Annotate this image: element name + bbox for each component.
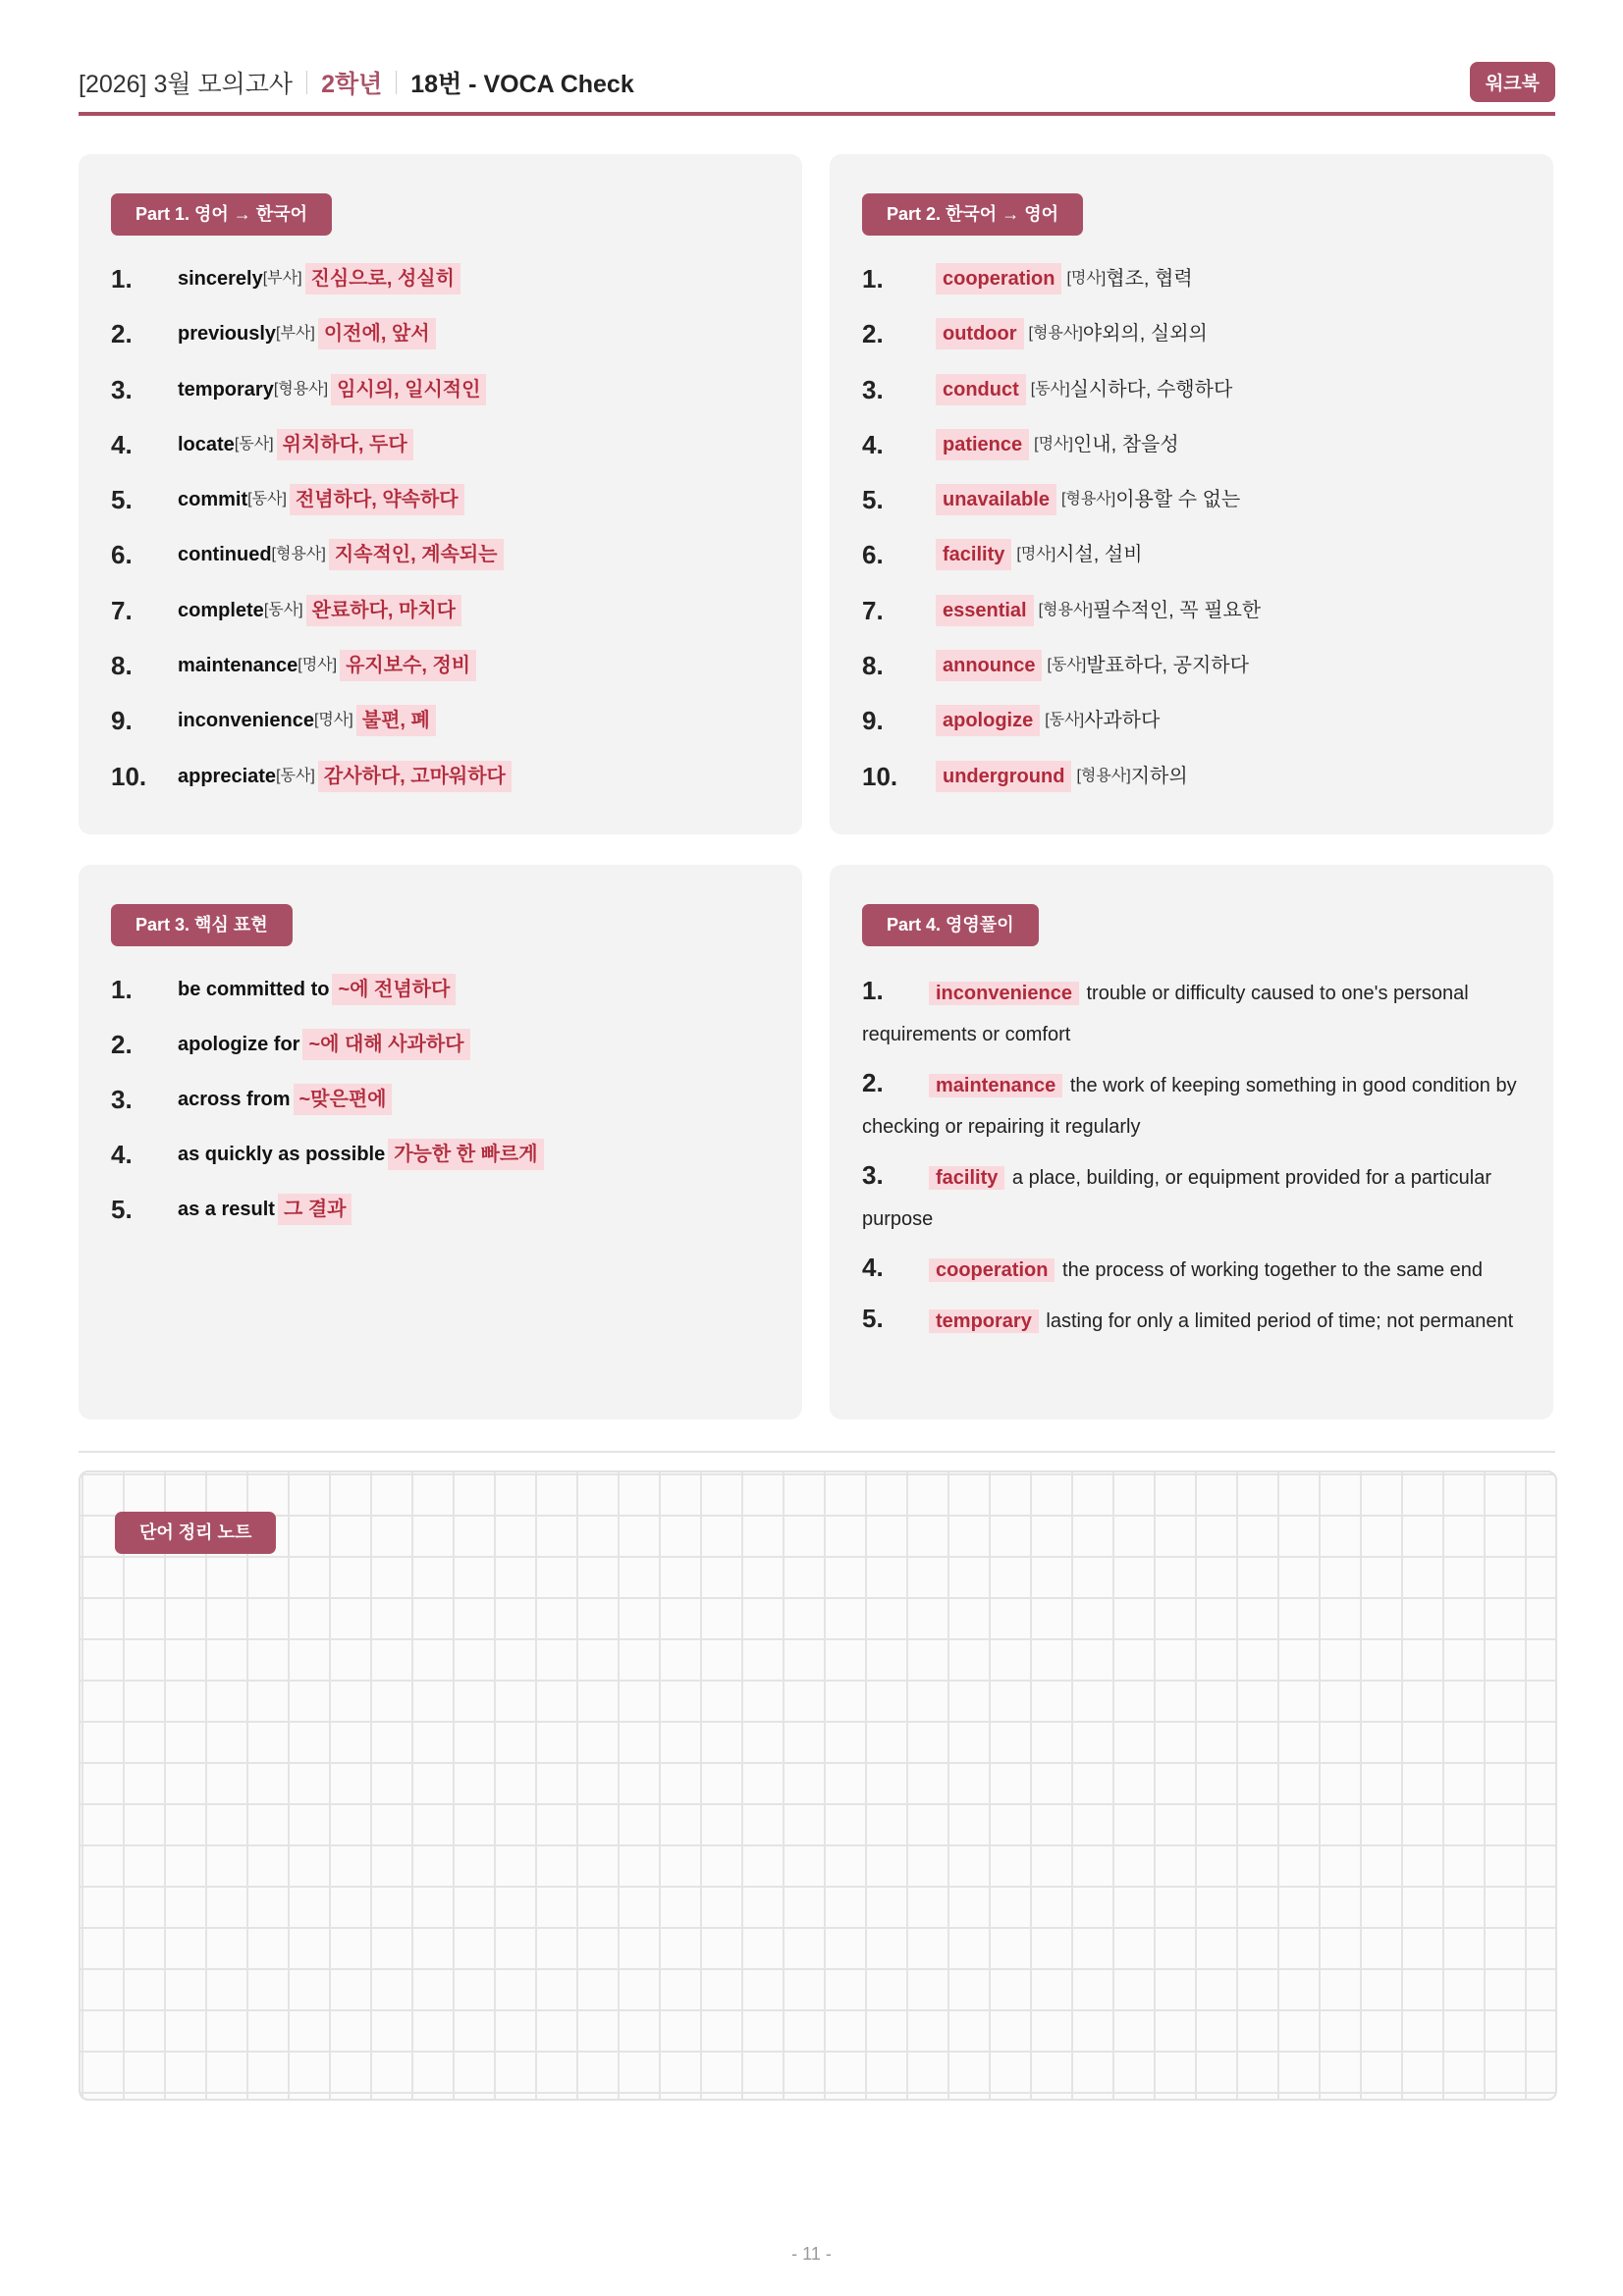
item-number: 9.	[862, 706, 884, 736]
definition: the work of keeping something in good condition by checking or repairing it regularly	[862, 1075, 1517, 1138]
part-of-speech: [동사]	[263, 601, 303, 618]
korean-meaning: 지하의	[1130, 765, 1188, 787]
part-of-speech: [형용사]	[1076, 767, 1131, 784]
list-item	[862, 1301, 1524, 1342]
answer-highlight: 지속적인, 계속되는	[329, 539, 504, 570]
definition: trouble or difficulty caused to one's personal requirements or comfort	[862, 983, 1469, 1045]
list-item	[862, 538, 1524, 593]
item-number: 4.	[862, 1253, 884, 1282]
item-number: 4.	[111, 429, 133, 459]
list-item	[862, 483, 1524, 538]
list-item	[862, 428, 1524, 483]
answer-highlight: 유지보수, 정비	[340, 650, 476, 681]
section-divider	[79, 1451, 1555, 1453]
part2-list	[862, 262, 1524, 815]
part3-list	[111, 973, 773, 1248]
part3-panel	[79, 865, 802, 1419]
vocab-word: complete	[178, 599, 264, 621]
answer-highlight: 진심으로, 성실히	[305, 263, 460, 294]
vocab-word: sincerely	[178, 268, 263, 290]
answer-highlight: essential	[936, 595, 1034, 626]
answer-highlight: 전념하다, 약속하다	[290, 484, 464, 515]
item-number: 7.	[111, 595, 133, 625]
list-item	[862, 1065, 1524, 1148]
item-number: 10.	[111, 761, 147, 791]
part-of-speech: [동사]	[1045, 712, 1085, 729]
item-number: 4.	[862, 429, 884, 459]
part-of-speech: [명사]	[1016, 546, 1056, 563]
item-number: 1.	[862, 976, 884, 1005]
phrase: across from	[178, 1089, 291, 1110]
list-item	[862, 704, 1524, 759]
list-item	[862, 760, 1524, 815]
vocab-word: previously	[178, 323, 277, 346]
item-number: 6.	[111, 540, 133, 570]
vocab-note-grid[interactable]	[79, 1470, 1557, 2101]
answer-highlight: 임시의, 일시적인	[331, 374, 486, 405]
item-number: 3.	[111, 1085, 133, 1114]
vocab-word: appreciate	[178, 765, 277, 787]
part-of-speech: [명사]	[313, 712, 353, 729]
item-number: 2.	[111, 1030, 133, 1059]
part-of-speech: [동사]	[234, 435, 274, 453]
phrase: as a result	[178, 1199, 275, 1220]
part-of-speech: [부사]	[276, 325, 315, 343]
item-number: 5.	[111, 485, 133, 515]
page-title: 18번 - VOCA Check	[410, 71, 634, 98]
answer-highlight: maintenance	[929, 1074, 1062, 1097]
list-item	[862, 373, 1524, 428]
phrase: be committed to	[178, 979, 330, 1000]
phrase: apologize for	[178, 1034, 300, 1055]
part1-title: Part 1. 영어 → 한국어	[111, 193, 332, 236]
item-number: 5.	[862, 485, 884, 515]
part-of-speech: [동사]	[1030, 380, 1070, 398]
list-item	[111, 373, 773, 428]
vocab-word: inconvenience	[178, 710, 314, 732]
item-number: 1.	[111, 975, 133, 1004]
list-item	[862, 1250, 1524, 1291]
header-separator	[396, 71, 397, 94]
list-item	[111, 1193, 773, 1248]
answer-highlight: cooperation	[929, 1258, 1055, 1282]
korean-meaning: 협조, 협력	[1106, 268, 1193, 290]
grade-label: 2학년	[321, 71, 383, 98]
workbook-badge: 워크북	[1470, 62, 1555, 102]
part-of-speech: [부사]	[262, 270, 302, 287]
definition: lasting for only a limited period of time; not permanent	[1046, 1310, 1514, 1332]
item-number: 2.	[862, 1068, 884, 1097]
part-of-speech: [형용사]	[1028, 325, 1083, 343]
header-separator	[306, 71, 307, 94]
list-item	[862, 317, 1524, 372]
list-item	[111, 262, 773, 317]
answer-highlight: 완료하다, 마치다	[306, 595, 461, 626]
answer-highlight: 가능한 한 빠르게	[388, 1139, 543, 1170]
answer-highlight: 그 결과	[278, 1194, 352, 1225]
part-of-speech: [동사]	[247, 491, 287, 508]
answer-highlight: facility	[929, 1166, 1004, 1190]
answer-highlight: cooperation	[936, 263, 1061, 294]
list-item	[862, 1157, 1524, 1240]
item-number: 2.	[111, 319, 133, 349]
list-item	[111, 483, 773, 538]
korean-meaning: 필수적인, 꼭 필요한	[1092, 599, 1262, 621]
vocab-word: commit	[178, 489, 248, 511]
exam-label: [2026] 3월 모의고사	[79, 71, 294, 98]
list-item	[111, 1138, 773, 1193]
list-item	[862, 594, 1524, 649]
korean-meaning: 야외의, 실외의	[1082, 323, 1208, 346]
part3-title: Part 3. 핵심 표현	[111, 904, 293, 946]
header-left	[79, 65, 634, 100]
korean-meaning: 발표하다, 공지하다	[1086, 655, 1249, 677]
item-number: 3.	[862, 374, 884, 404]
korean-meaning: 이용할 수 없는	[1115, 489, 1241, 511]
list-item	[111, 1028, 773, 1083]
answer-highlight: inconvenience	[929, 982, 1079, 1005]
answer-highlight: unavailable	[936, 484, 1056, 515]
answer-highlight: ~에 대해 사과하다	[302, 1029, 469, 1060]
part-of-speech: [동사]	[1047, 657, 1087, 674]
item-number: 8.	[862, 651, 884, 681]
list-item	[111, 594, 773, 649]
part-of-speech: [형용사]	[1060, 491, 1116, 508]
list-item	[111, 317, 773, 372]
item-number: 9.	[111, 706, 133, 736]
item-number: 8.	[111, 651, 133, 681]
definition: the process of working together to the same end	[1062, 1259, 1484, 1281]
phrase: as quickly as possible	[178, 1144, 386, 1165]
part-of-speech: [동사]	[276, 767, 315, 784]
vocab-word: locate	[178, 433, 235, 455]
vocab-word: maintenance	[178, 655, 298, 677]
list-item	[111, 538, 773, 593]
list-item	[111, 704, 773, 759]
part4-title: Part 4. 영영풀이	[862, 904, 1039, 946]
answer-highlight: 이전에, 앞서	[318, 318, 436, 349]
part4-list	[862, 973, 1524, 1352]
list-item	[111, 1083, 773, 1138]
korean-meaning: 인내, 참을성	[1072, 433, 1179, 455]
item-number: 4.	[111, 1140, 133, 1169]
item-number: 5.	[111, 1195, 133, 1224]
korean-meaning: 실시하다, 수행하다	[1069, 378, 1233, 400]
answer-highlight: temporary	[929, 1309, 1039, 1333]
part1-panel	[79, 154, 802, 834]
answer-highlight: facility	[936, 539, 1011, 570]
answer-highlight: apologize	[936, 705, 1040, 736]
item-number: 1.	[862, 264, 884, 294]
item-number: 3.	[111, 374, 133, 404]
item-number: 6.	[862, 540, 884, 570]
answer-highlight: announce	[936, 650, 1042, 681]
item-number: 7.	[862, 595, 884, 625]
answer-highlight: underground	[936, 761, 1071, 792]
answer-highlight: conduct	[936, 374, 1026, 405]
vocab-word: continued	[178, 544, 272, 566]
part-of-speech: [형용사]	[1038, 601, 1093, 618]
answer-highlight: ~에 전념하다	[332, 974, 456, 1005]
list-item	[862, 973, 1524, 1055]
part2-title: Part 2. 한국어 → 영어	[862, 193, 1083, 236]
korean-meaning: 시설, 설비	[1055, 544, 1143, 566]
list-item	[111, 760, 773, 815]
answer-highlight: patience	[936, 429, 1029, 460]
part4-panel	[830, 865, 1553, 1419]
item-number: 1.	[111, 264, 133, 294]
item-number: 2.	[862, 319, 884, 349]
list-item	[862, 649, 1524, 704]
part-of-speech: [명사]	[298, 657, 338, 674]
note-title: 단어 정리 노트	[115, 1512, 276, 1554]
part-of-speech: [명사]	[1066, 270, 1107, 287]
page-header	[79, 61, 1555, 116]
part-of-speech: [명사]	[1034, 435, 1073, 453]
korean-meaning: 사과하다	[1084, 710, 1161, 732]
item-number: 3.	[862, 1160, 884, 1190]
part-of-speech: [형용사]	[273, 380, 329, 398]
page-number: - 11 -	[791, 2244, 832, 2264]
part2-panel	[830, 154, 1553, 834]
list-item	[111, 649, 773, 704]
part1-list	[111, 262, 773, 815]
answer-highlight: 불편, 폐	[356, 705, 436, 736]
answer-highlight: 위치하다, 두다	[277, 429, 413, 460]
list-item	[862, 262, 1524, 317]
list-item	[111, 973, 773, 1028]
part-of-speech: [형용사]	[271, 546, 326, 563]
item-number: 10.	[862, 761, 898, 791]
vocab-word: temporary	[178, 378, 274, 400]
answer-highlight: ~맞은편에	[294, 1084, 393, 1115]
list-item	[111, 428, 773, 483]
definition: a place, building, or equipment provided for a particular purpose	[862, 1167, 1491, 1230]
answer-highlight: 감사하다, 고마워하다	[318, 761, 512, 792]
answer-highlight: outdoor	[936, 318, 1024, 349]
item-number: 5.	[862, 1304, 884, 1333]
